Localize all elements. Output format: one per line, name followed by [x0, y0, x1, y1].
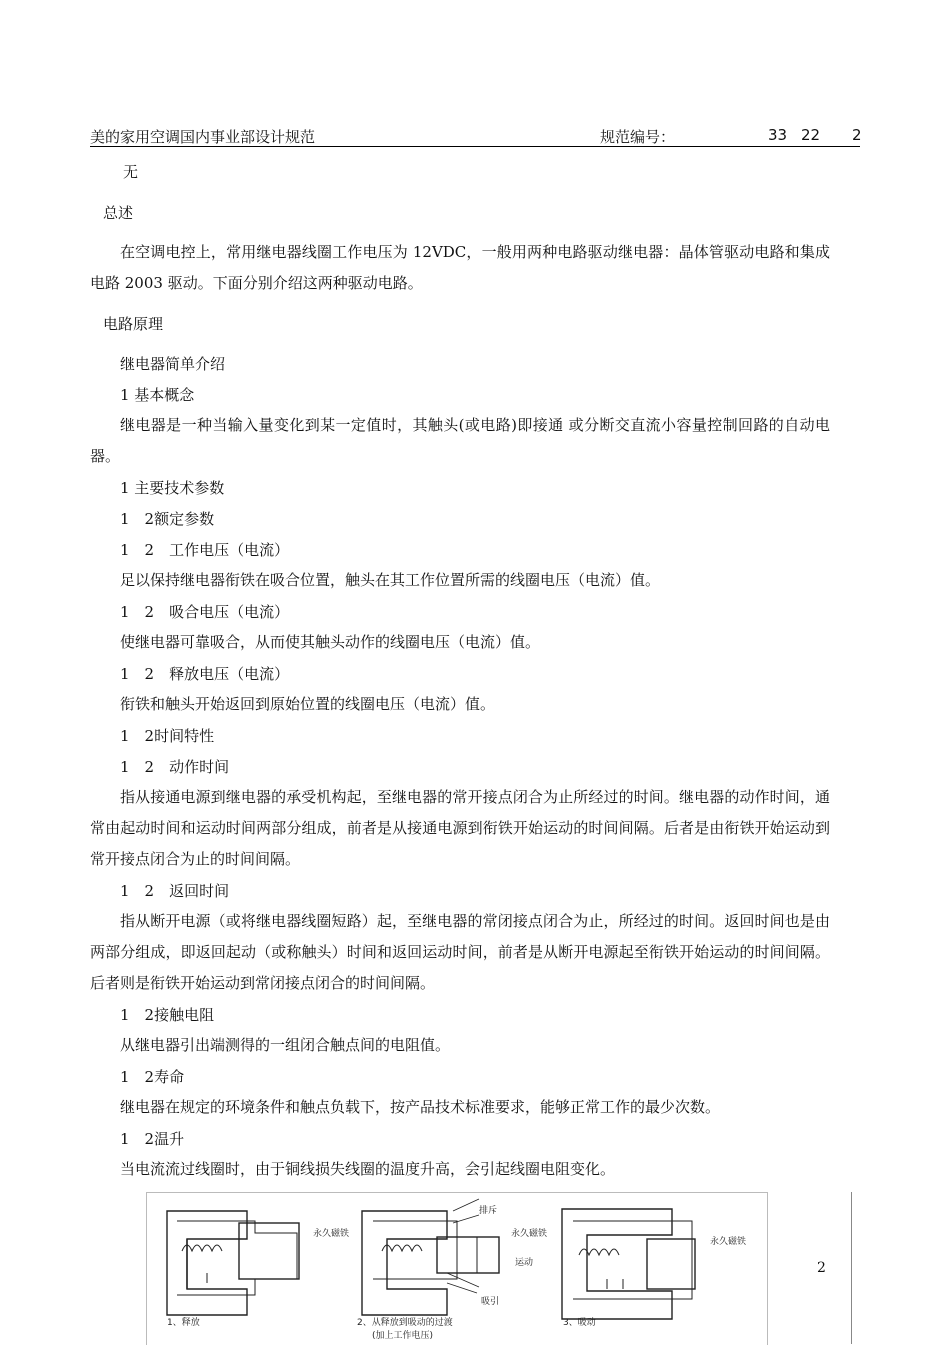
section-temperature-rise: 1 2温升	[120, 1130, 185, 1148]
paragraph-life: 继电器在规定的环境条件和触点负载下，按产品技术标准要求，能够正常工作的最少次数。	[120, 1098, 721, 1116]
label-motion: 运动	[515, 1258, 534, 1268]
overview-heading: 总述	[103, 204, 134, 222]
page-header	[90, 126, 860, 147]
label-magnet-2: 永久磁铁	[511, 1229, 548, 1239]
label-magnet-1: 永久磁铁	[313, 1229, 350, 1239]
paragraph-return-time: 指从断开电源（或将继电器线圈短路）起，至继电器的常闭接点闭合为止，所经过的时间。返回时间也是由两部分组成，即返回起动（或称触头）时间和返回运动时间，前者是从断开电源起至衔铁开始运动的时间间隔。后者则是衔铁开始运动到常闭接点闭合的时间间隔。	[90, 912, 830, 992]
section-return-time: 1 2 返回时间	[120, 882, 230, 900]
section-release-voltage: 1 2 释放电压（电流）	[120, 665, 290, 683]
section-life: 1 2寿命	[120, 1068, 185, 1086]
none-text: 无	[123, 163, 139, 181]
diagram-pickup	[562, 1209, 695, 1319]
label-repel: 排斥	[479, 1206, 498, 1216]
section-time-characteristics: 1 2时间特性	[120, 727, 215, 745]
paragraph-contact-resistance: 从继电器引出端测得的一组闭合触点间的电阻值。	[120, 1036, 451, 1054]
right-margin-rule	[851, 1192, 852, 1344]
relay-diagram-figure	[146, 1192, 768, 1345]
caption-transition: 2、从释放到吸动的过渡	[357, 1318, 453, 1328]
paragraph-pickup-voltage: 使继电器可靠吸合，从而使其触头动作的线圈电压（电流）值。	[120, 633, 541, 651]
paragraph-release-voltage: 衔铁和触头开始返回到原始位置的线圈电压（电流）值。	[120, 695, 496, 713]
paragraph-working-voltage: 足以保持继电器衔铁在吸合位置，触头在其工作位置所需的线圈电压（电流）值。	[120, 571, 661, 589]
spec-label: 规范编号：	[600, 128, 676, 146]
diagram-transition	[362, 1199, 499, 1315]
relay-diagram	[147, 1193, 767, 1345]
header-title: 美的家用空调国内事业部设计规范	[90, 128, 316, 146]
label-attract: 吸引	[481, 1297, 500, 1307]
section-pickup-voltage: 1 2 吸合电压（电流）	[120, 603, 290, 621]
paragraph-operate-time: 指从接通电源到继电器的承受机构起，至继电器的常开接点闭合为止所经过的时间。继电器的动作时间，通常由起动时间和运动时间两部分组成，前者是从接通电源到衔铁开始运动的时间间隔。后者是由衔铁开始运动到常开接点闭合为止的时间间隔。	[90, 788, 830, 868]
principle-heading: 电路原理	[103, 315, 164, 333]
section-rated-params: 1 2额定参数	[120, 510, 215, 528]
page-number: 2	[817, 1260, 826, 1276]
caption-release: 1、释放	[167, 1318, 200, 1328]
caption-pickup: 3、吸动	[563, 1318, 596, 1328]
spec-number-c: 2	[852, 126, 862, 144]
section-operate-time: 1 2 动作时间	[120, 758, 230, 776]
overview-paragraph: 在空调电控上，常用继电器线圈工作电压为 12VDC，一般用两种电路驱动继电器：晶体管驱动电路和集成电路 2003 驱动。下面分别介绍这两种驱动电路。	[90, 243, 830, 292]
spec-number-a: 33	[768, 126, 788, 144]
section-working-voltage: 1 2 工作电压（电流）	[120, 541, 290, 559]
caption-transition-sub: (加上工作电压)	[372, 1331, 434, 1341]
spec-number-b: 22	[801, 126, 821, 144]
label-magnet-3: 永久磁铁	[710, 1237, 747, 1247]
paragraph-temperature-rise: 当电流流过线圈时，由于铜线损失线圈的温度升高，会引起线圈电阻变化。	[120, 1160, 616, 1178]
diagram-release	[167, 1211, 299, 1315]
section-contact-resistance: 1 2接触电阻	[120, 1006, 215, 1024]
section-relay-intro: 继电器简单介绍	[120, 355, 226, 373]
section-basic-concept: 1 基本概念	[120, 386, 195, 404]
paragraph-basic-concept: 继电器是一种当输入量变化到某一定值时，其触头(或电路)即接通 或分断交直流小容量控制回路的自动电器。	[90, 416, 830, 465]
section-main-params: 1 主要技术参数	[120, 479, 225, 497]
